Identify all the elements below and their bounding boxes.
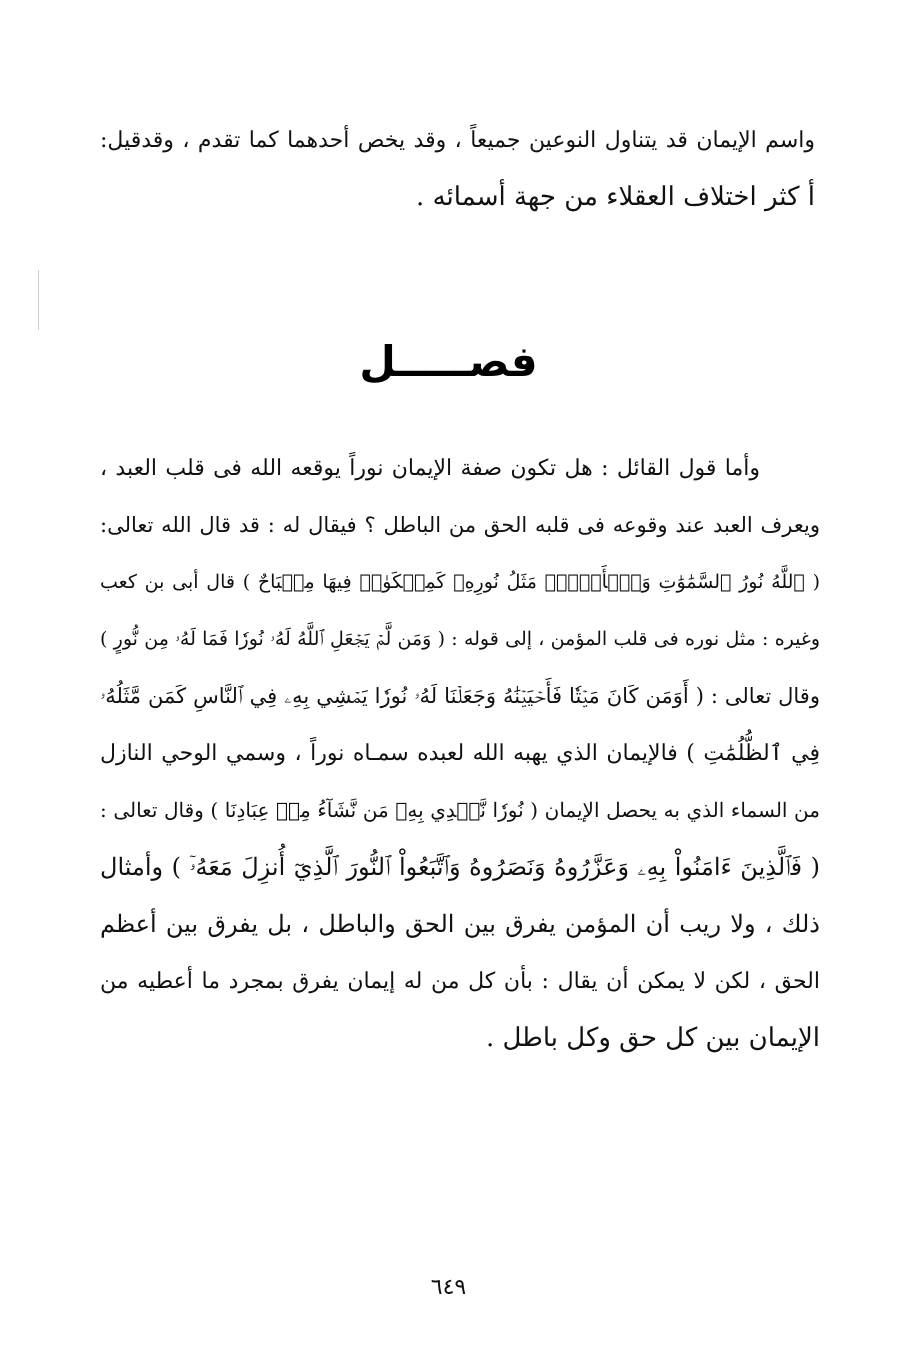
intro-line: أ كثر اختلاف العقلاء من جهة أسمائه .: [416, 182, 815, 212]
intro-paragraph: [100, 112, 815, 226]
body-line: وأما قول القائل : هل تكون صفة الإيمان نوراً يوقعه الله فى قلب العبد ،: [100, 456, 760, 481]
body-line: الحق ، لكن لا يمكن أن يقال : بأن كل من له إيمان يفرق بمجرد ما أعطيه من: [100, 969, 820, 994]
scan-edge-mark: [38, 270, 39, 330]
body-line: ( ٱللَّهُ نُورُ ٱلسَّمَٰوَٰتِ وَٱلۡأَرۡضِۚ مَثَلُ نُورِهِۦ كَمِشۡكَوٰةٖ فِيهَا مِصۡبَاحٌ ) قال أبى بن كعب: [100, 571, 820, 593]
page-number: ٦٤٩: [430, 1275, 467, 1300]
intro-line: واسم الإيمان قد يتناول النوعين جميعاً ، وقد يخص أحدهما كما تقدم ، وقدقيل:: [100, 128, 815, 153]
body-line: ذلك ، ولا ريب أن المؤمن يفرق بين الحق والباطل ، بل يفرق بين أعظم: [100, 910, 820, 938]
body-line: الإيمان بين كل حق وكل باطل .: [485, 1023, 820, 1053]
body-line: ويعرف العبد عند وقوعه فى قلبه الحق من الباطل ؟ فيقال له : قد قال الله تعالى:: [100, 513, 820, 537]
body-line: ( فَٱلَّذِينَ ءَامَنُواْ بِهِۦ وَعَزَّرُوهُ وَنَصَرُوهُ وَٱتَّبَعُواْ ٱلنُّورَ ٱلَّذِيٓ أُنزِلَ مَعَهُۥٓ ) وأمثال: [100, 853, 820, 881]
body-line: فِي ٱلظُّلُمَٰتِ ) فالإيمان الذي يهبه الله لعبده سمـاه نوراً ، وسمي الوحي النازل: [100, 741, 820, 766]
body-line: وغيره : مثل نوره فى قلب المؤمن ، إلى قوله : ( وَمَن لَّمۡ يَجۡعَلِ ٱللَّهُ لَهُۥ نُورٗا فَمَا لَهُۥ مِن نُّورٍ ): [100, 628, 820, 650]
body-paragraph: [100, 440, 820, 1067]
body-line: من السماء الذي به يحصل الإيمان ( نُورٗا نَّهۡدِي بِهِۦ مَن نَّشَآءُ مِنۡ عِبَادِنَا ) وقال تعالى :: [100, 798, 820, 822]
section-heading: فصـــــل: [359, 337, 538, 386]
body-line: وقال تعالى : ( أَوَمَن كَانَ مَيۡتٗا فَأَحۡيَيۡنَٰهُ وَجَعَلۡنَا لَهُۥ نُورٗا يَمۡشِي بِهِۦ فِي ٱلنَّاسِ كَمَن مَّثَلُهُۥ: [100, 684, 820, 708]
